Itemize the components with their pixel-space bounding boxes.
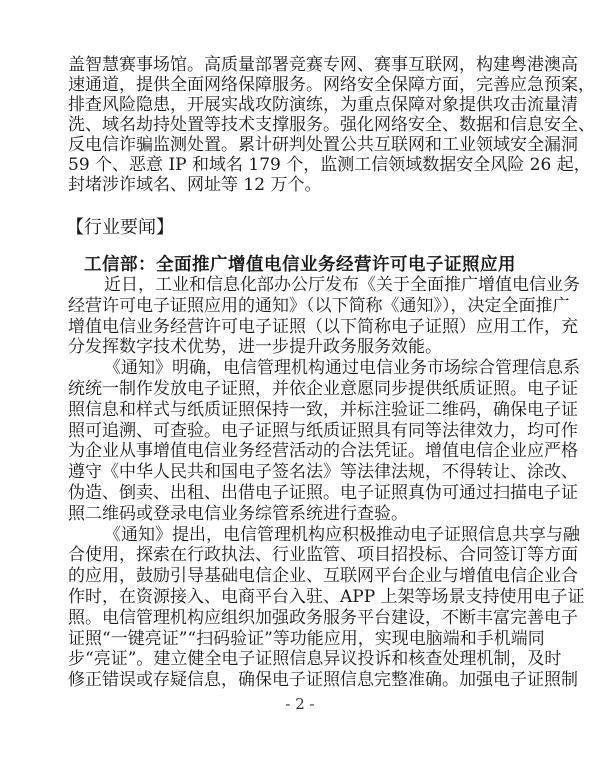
text-line: 照二维码或登录电信业务综管系统进行查验。 [68,503,408,524]
text-line: 增值电信业务经营许可电子证照（以下简称电子证照）应用工作，充 [68,316,578,337]
page-number: - 2 - [285,695,315,713]
text-line: 59 个、恶意 IP 和域名 179 个，监测工信领域数据安全风险 26 起， [68,155,591,175]
text-line: 修正错误或存疑信息，确保电子证照信息完整准确。加强电子证照制 [68,670,578,691]
text-line: 的应用，鼓励引导基础电信企业、互联网平台企业与增值电信企业合 [68,566,578,587]
text-line: 作时，在资源接入、电商平台入驻、APP 上架等场景支持使用电子证 [68,586,585,607]
text-line: 速通道，提供全面网络保障服务。网络安全保障方面，完善应急预案， [68,75,595,95]
text-line: 照。电信管理机构应组织加强政务服务平台建设，不断丰富完善电子 [68,607,578,628]
text-line: 为企业从事增值电信业务经营活动的合法凭证。增值电信企业应严格 [68,441,578,462]
text-line: 《通知》提出，电信管理机构应积极推动电子证照信息共享与融 [104,524,580,545]
text-line: 反电信诈骗监测处置。累计研判处置公共互联网和工业领域安全漏洞 [68,135,578,155]
text-line: 洗、域名劫持处置等技术支撑服务。强化网络安全、数据和信息安全、 [68,115,595,135]
text-line: 近日，工业和信息化部办公厅发布《关于全面推广增值电信业务 [104,275,580,295]
text-line: 封堵涉诈域名、网址等 12 万个。 [68,175,322,195]
text-line: 分发挥数字技术优势，进一步提升政务服务效能。 [68,337,442,358]
text-line: 照信息和样式与纸质证照保持一致，并标注验证二维码，确保电子证 [68,399,578,420]
text-line: 照可追溯、可查验。电子证照与纸质证照具有同等法律效力，均可作 [68,420,578,441]
text-line: 盖智慧赛事场馆。高质量部署竞赛专网、赛事互联网，构建粤港澳高 [68,55,578,75]
text-line: 遵守《中华人民共和国电子签名法》等法律法规，不得转让、涂改、 [68,462,578,483]
text-line: 经营许可电子证照应用的通知》（以下简称《通知》），决定全面推广 [68,295,570,316]
text-line: 证照“一键亮证”“扫码验证”等功能应用，实现电脑端和手机端同 [68,628,545,649]
text-line: 合使用，探索在行政执法、行业监管、项目招投标、合同签订等方面 [68,545,578,566]
article-title: 工信部：全面推广增值电信业务经营许可电子证照应用 [84,255,516,275]
continued-paragraph [68,55,595,195]
text-line: 《通知》明确，电信管理机构通过电信业务市场综合管理信息系 [104,358,580,379]
text-line: 排查风险隐患，开展实战攻防演练，为重点保障对象提供攻击流量清 [68,95,578,115]
text-line: 伪造、倒卖、出租、出借电子证照。电子证照真伪可通过扫描电子证 [68,482,578,503]
article-body [68,275,585,691]
text-line: 步“亮证”。建立健全电子证照信息异议投诉和核查处理机制，及时 [68,649,562,670]
text-line: 统统一制作发放电子证照，并依企业意愿同步提供纸质证照。电子证 [68,378,578,399]
section-heading: 【行业要闻】 [66,217,174,238]
